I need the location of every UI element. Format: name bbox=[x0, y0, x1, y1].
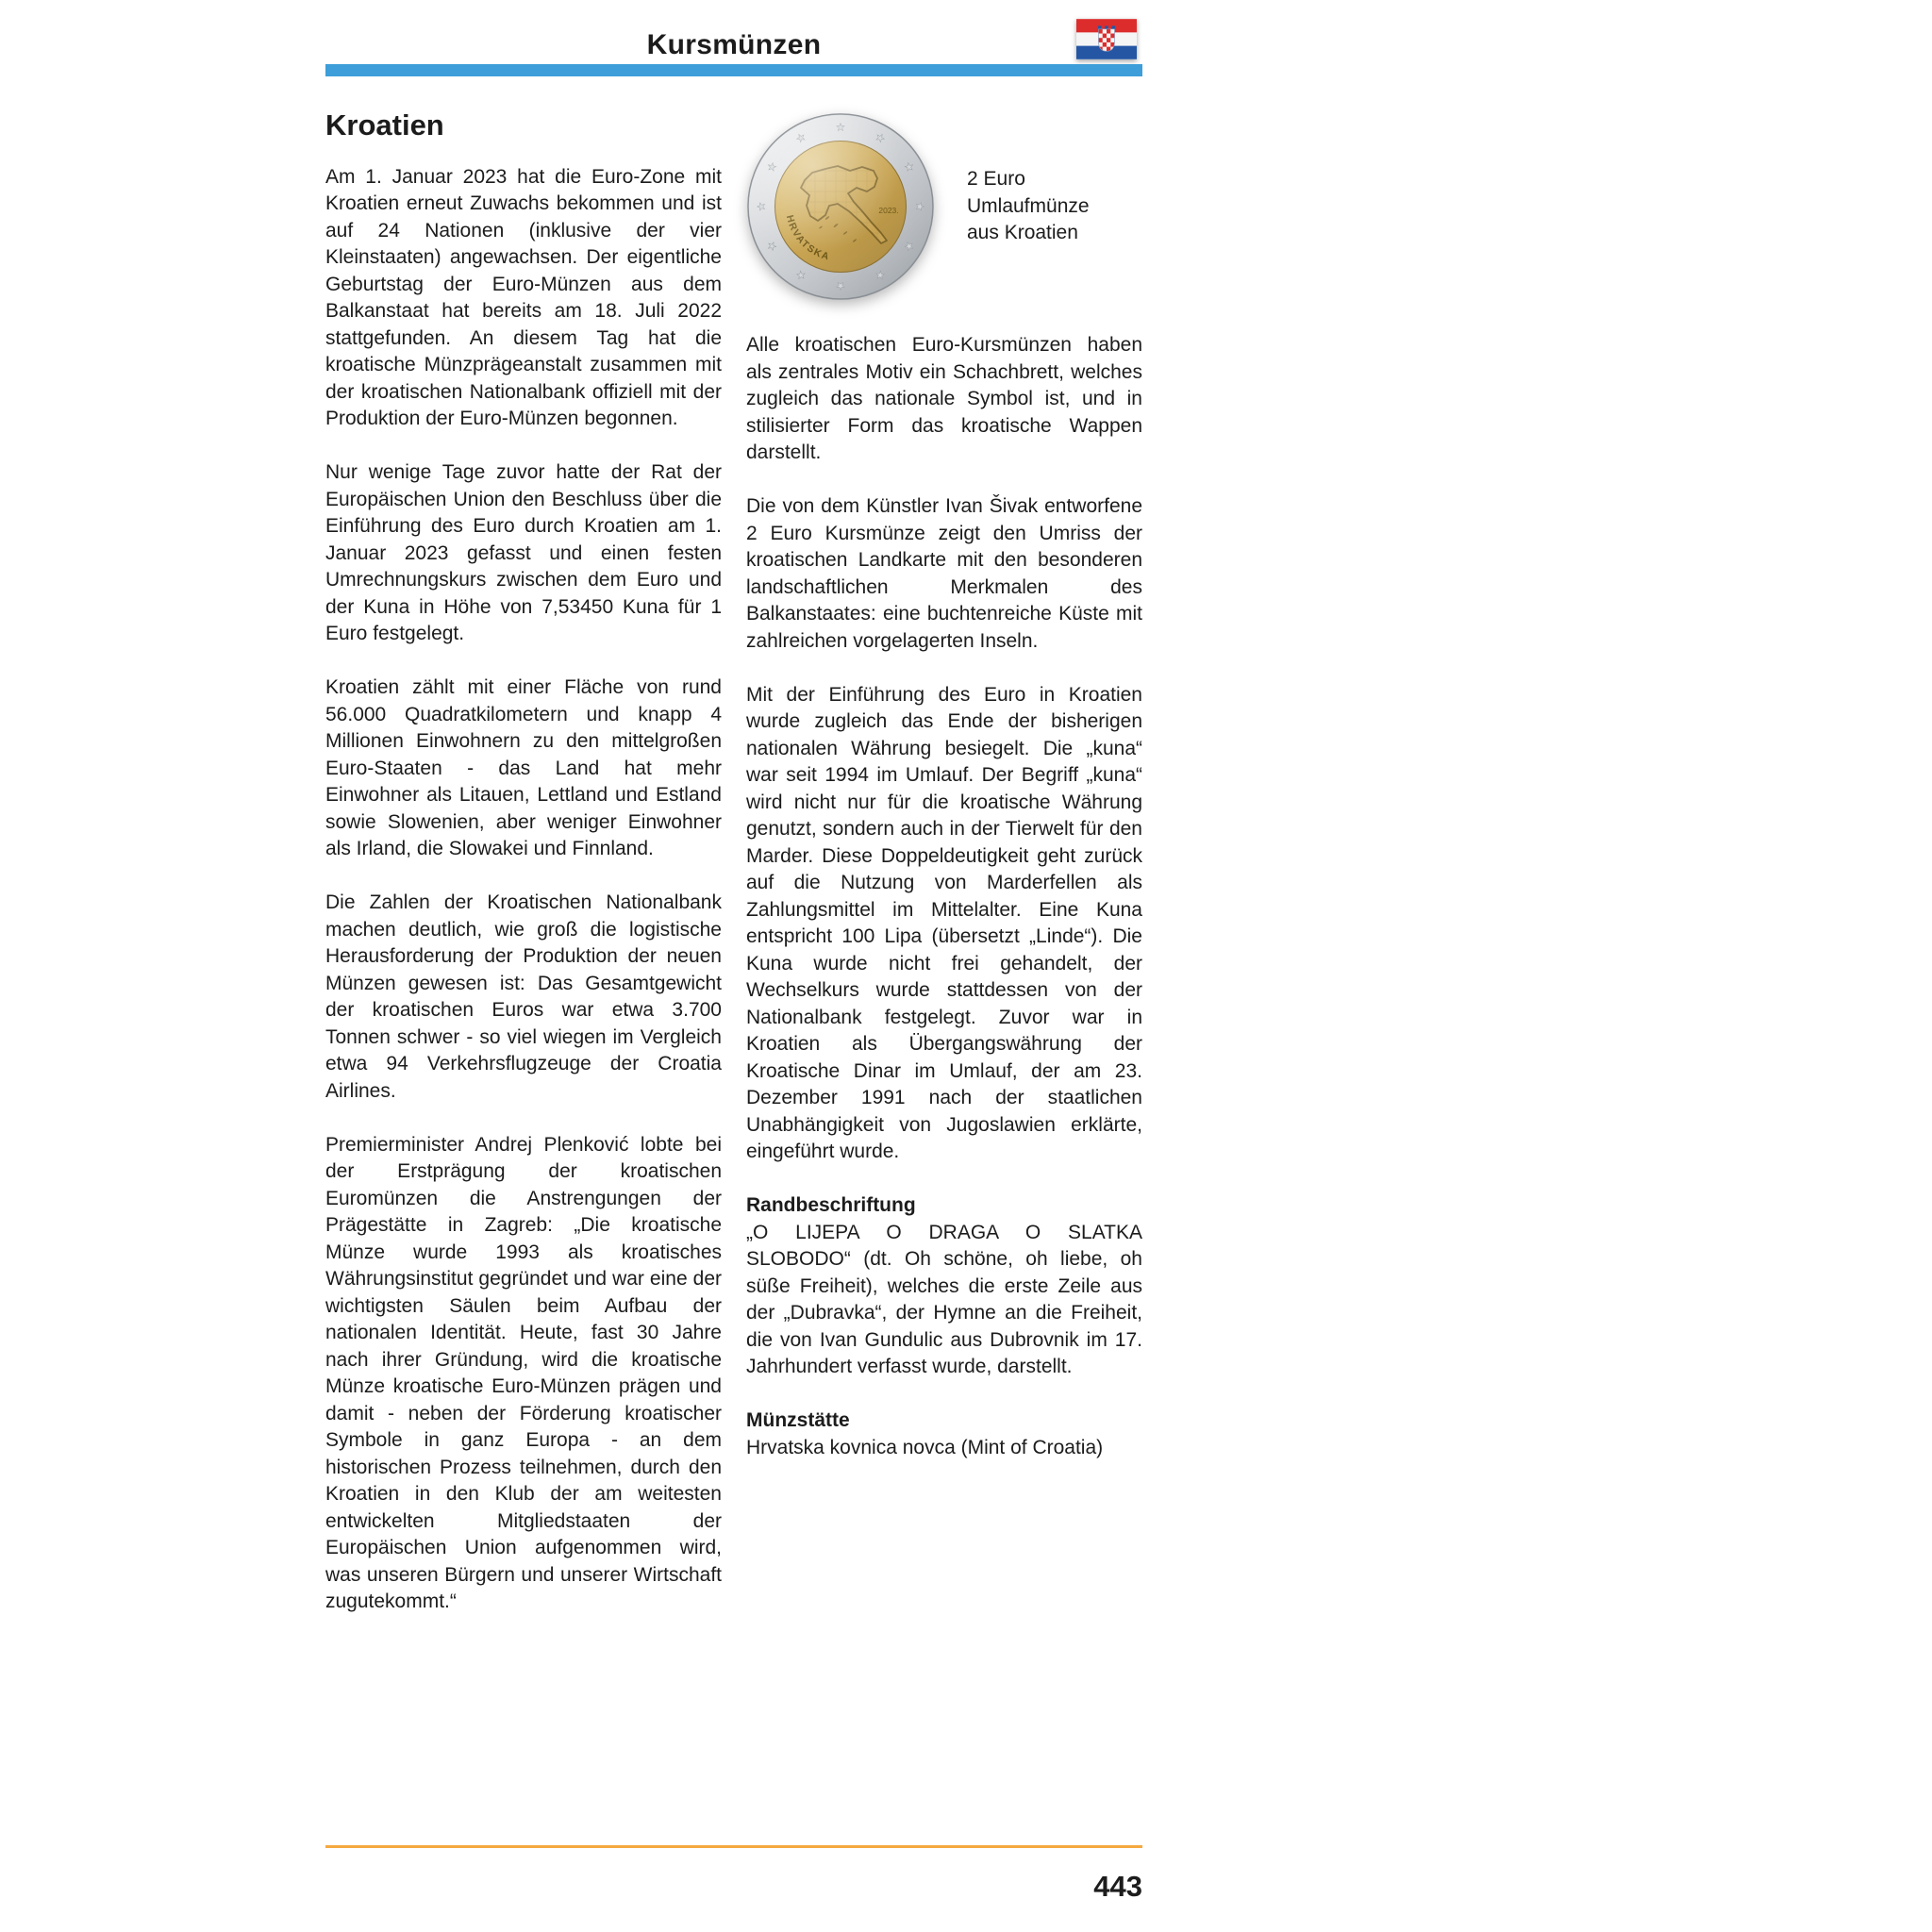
left-column bbox=[325, 108, 722, 1642]
page-content bbox=[325, 0, 1142, 1642]
coin-photo bbox=[746, 112, 935, 301]
footer-divider-line bbox=[325, 1845, 1142, 1848]
paragraph: Alle kroatischen Euro-Kursmünzen haben als zentrales Motiv ein Schachbrett, welches zugleich das nationale Symbol ist, und in stilisierter Form das kroatische Wappen darstellt. bbox=[746, 334, 1142, 463]
page-number: 443 bbox=[1093, 1870, 1142, 1903]
muenzstaette-heading: Münzstätte bbox=[746, 1409, 850, 1431]
paragraph: „O LIJEPA O DRAGA O SLATKA SLOBODO“ (dt. Oh schöne, oh liebe, oh süße Freiheit), welches die erste Zeile aus der „Dubravka“, der Hymne an die Freiheit, die von Ivan Gundulic aus Dubrovnik im 17. Jahrhundert verfasst wurde, darstellt. bbox=[746, 1221, 1142, 1377]
right-column bbox=[746, 112, 1142, 1642]
coin-caption-line1: 2 Euro Umlaufmünze bbox=[967, 168, 1090, 217]
coin-figure bbox=[746, 112, 1142, 301]
flag-crown bbox=[1098, 25, 1115, 29]
page-header bbox=[325, 0, 1142, 76]
paragraph: Mit der Einführung des Euro in Kroatien wurde zugleich das Ende der bisherigen nationalen Währung besiegelt. Die „kuna“ war seit 1994 im Umlauf. Der Begriff „kuna“ wird nicht nur für die kroatische Währung genutzt, sondern auch in der Tierwelt für den Marder. Diese Doppeldeutigkeit geht zurück auf die Nutzung von Marderfellen als Zahlungsmittel im Mittelalter. Eine Kuna entspricht 100 Lipa (übersetzt „Linde“). Die Kuna wurde nicht frei gehandelt, der Wechselkurs wurde stattdessen von der Nationalbank festgelegt. Zuvor war in Kroatien als Übergangswährung der Kroatische Dinar im Umlauf, der am 23. Dezember 1991 nach der staatlichen Unabhängigkeit von Jugoslawien erklärte, eingeführt wurde. bbox=[746, 683, 1142, 1162]
paragraph: Nur wenige Tage zuvor hatte der Rat der Europäischen Union den Beschluss über die Einführung des Euro durch Kroatien am 1. Januar 2023 gefasst und einen festen Umrechnungskurs zwischen dem Euro und der Kuna in Höhe von 7,53450 Kuna für 1 Euro festgelegt. bbox=[325, 461, 722, 644]
article-columns bbox=[325, 108, 1142, 1642]
paragraph: Premierminister Andrej Plenković lobte bei der Erstprägung der kroatischen Euromünzen die Anstrengungen der Prägestätte in Zagreb: „Die kroatische Münze wurde 1993 als kroatisches Währungsinstitut gegründet und war eine der wichtigsten Säulen beim Aufbau der nationalen Identität. Heute, fast 30 Jahre nach ihrer Gründung, wird die kroatische Münze kroatische Euro-Münzen prägen und damit - neben der Förderung kroatischer Symbole in ganz Europa - an dem historischen Prozess teilnehmen, durch den Kroatien in den Klub der am weitesten entwickelten Mitgliedstaaten der Europäischen Union aufgenommen wird, was unseren Bürgern und unserer Wirtschaft zugutekommt.“ bbox=[325, 1133, 722, 1612]
paragraph: Die Zahlen der Kroatischen Nationalbank machen deutlich, wie groß die logistische Herausforderung der Produktion der neuen Münzen gewesen ist: Das Gesamtgewicht der kroatischen Euros war etwa 3.700 Tonnen schwer - so viel wiegen im Vergleich etwa 94 Verkehrsflugzeuge der Croatia Airlines. bbox=[325, 891, 722, 1102]
paragraph: Am 1. Januar 2023 hat die Euro-Zone mit Kroatien erneut Zuwachs bekommen und ist auf 24 Nationen (inklusive der vier Kleinstaaten) angewachsen. Der eigentliche Geburtstag der Euro-Münzen aus dem Balkanstaat hat bereits am 18. Juli 2022 stattgefunden. An diesem Tag hat die kroatische Münzprägeanstalt zusammen mit der kroatischen Nationalbank offiziell mit der Produktion der Euro-Münzen begonnen. bbox=[325, 165, 722, 429]
article-title: Kroatien bbox=[325, 108, 444, 142]
paragraph: Hrvatska kovnica novca (Mint of Croatia) bbox=[746, 1436, 1104, 1458]
randbeschriftung-heading: Randbeschriftung bbox=[746, 1194, 916, 1216]
paragraph: Kroatien zählt mit einer Fläche von rund 56.000 Quadratkilometern und knapp 4 Millionen Einwohnern zu den mittelgroßen Euro-Staaten - das Land hat mehr Einwohner als Litauen, Lettland und Estland sowie Slowenien, aber weniger Einwohner als Irland, die Slowakei und Finnland. bbox=[325, 676, 722, 859]
paragraph: Die von dem Künstler Ivan Šivak entworfene 2 Euro Kursmünze zeigt den Umriss der kroatischen Landkarte mit den besonderen landschaftlichen Merkmalen des Balkanstaates: eine buchtenreiche Küste mit zahlreichen vorgelagerten Inseln. bbox=[746, 495, 1142, 652]
coin-caption-line2: aus Kroatien bbox=[967, 222, 1078, 244]
page-title: Kursmünzen bbox=[646, 29, 822, 60]
croatia-flag-icon bbox=[1076, 19, 1137, 59]
header-divider-bar bbox=[325, 64, 1142, 76]
flag-checkerboard-shield bbox=[1098, 29, 1114, 51]
coin-caption bbox=[967, 166, 1142, 247]
